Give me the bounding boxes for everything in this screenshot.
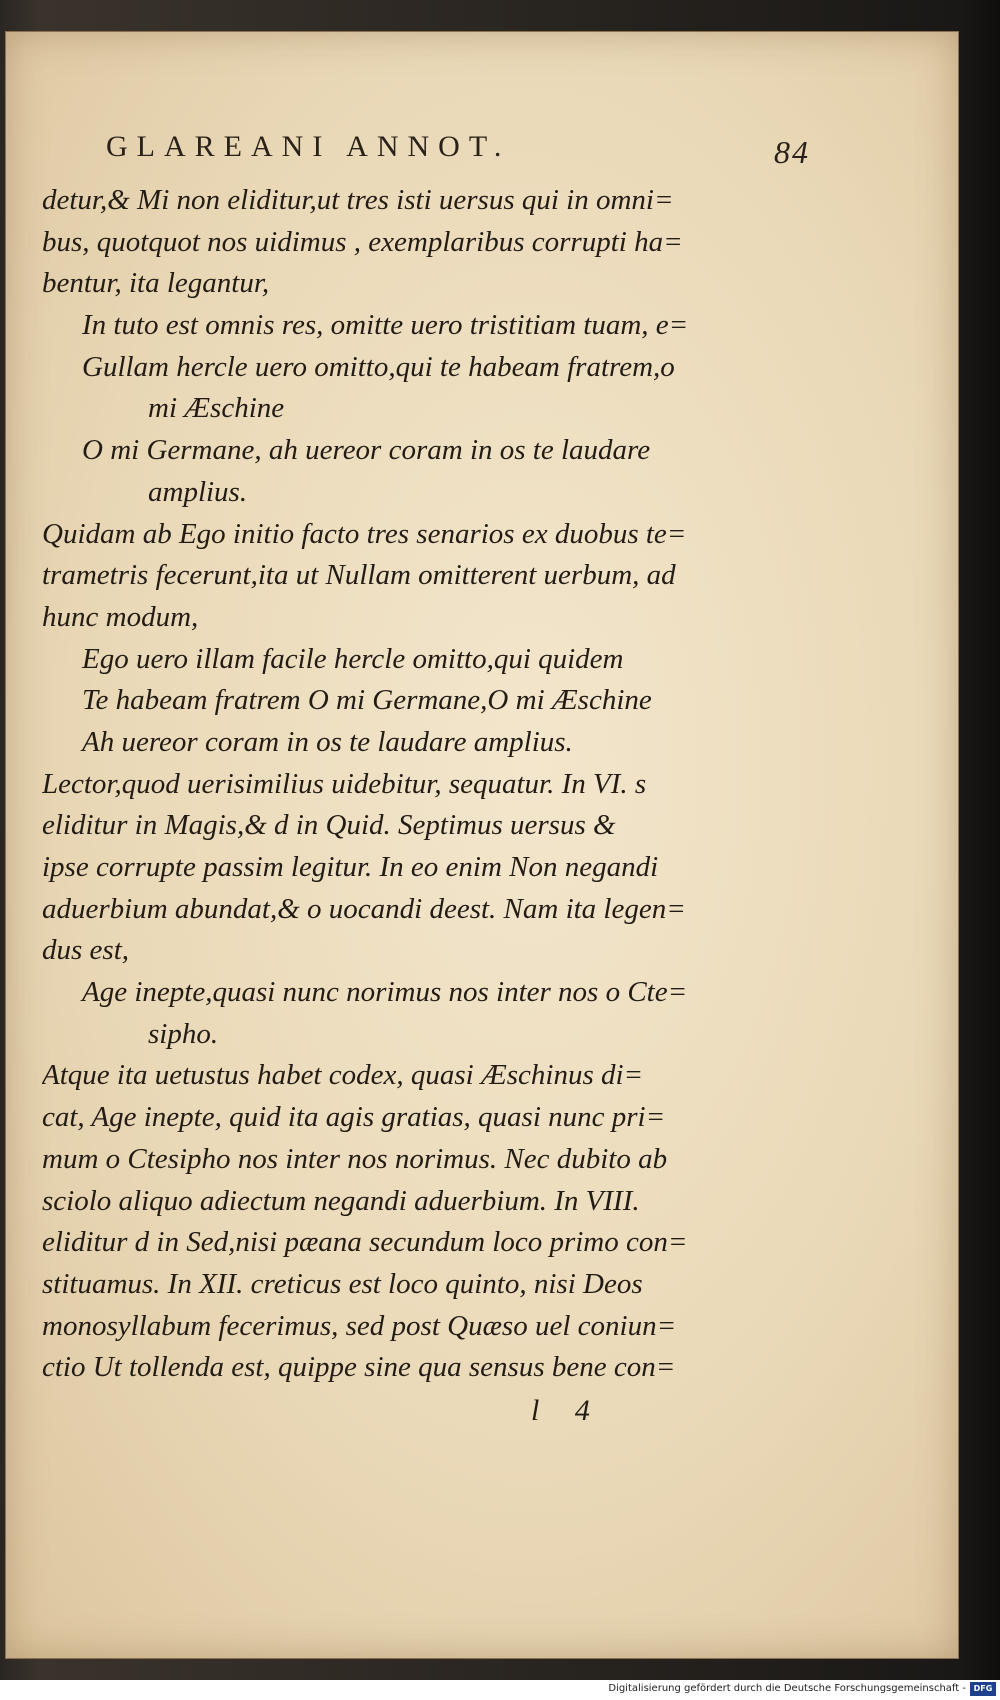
text-line: sciolo aliquo adiectum negandi aduerbium. In VIII. (42, 1184, 640, 1217)
book-page (6, 32, 958, 1658)
signature-mark: l 4 (531, 1394, 604, 1427)
text-line: hunc modum, (42, 600, 199, 633)
text-line: detur,& Mi non eliditur,ut tres isti uersus qui in omni= (42, 184, 674, 216)
text-line: Atque ita uetustus habet codex, quasi Æschinus di= (42, 1059, 644, 1092)
text-line: bentur, ita legantur, (42, 267, 270, 300)
text-line: Gullam hercle uero omitto,qui te habeam fratrem,o (82, 350, 675, 383)
funding-credit: Digitalisierung gefördert durch die Deutsche Forschungsgemeinschaft - (608, 1683, 966, 1694)
text-line: cat, Age inepte, quid ita agis gratias, quasi nunc pri= (42, 1101, 666, 1134)
text-line: Age inepte,quasi nunc norimus nos inter nos o Cte= (82, 976, 688, 1009)
running-head: GLAREANI ANNOT. (106, 130, 511, 163)
text-line: stituamus. In XII. creticus est loco quinto, nisi Deos (42, 1267, 643, 1300)
text-line: dus est, (42, 934, 129, 967)
text-line: Te habeam fratrem O mi Germane,O mi Æschine (82, 684, 652, 717)
text-line: Ego uero illam facile hercle omitto,qui quidem (82, 642, 624, 675)
text-line: eliditur d in Sed,nisi pæana secundum loco primo con= (42, 1226, 688, 1259)
text-line: mum o Ctesipho nos inter nos norimus. Nec dubito ab (42, 1142, 668, 1175)
text-line: aduerbium abundat,& o uocandi deest. Nam ita legen= (42, 892, 686, 925)
text-line: bus, quotquot nos uidimus , exemplaribus corrupti ha= (42, 225, 683, 258)
text-line: ipse corrupte passim legitur. In eo enim Non negandi (42, 851, 659, 883)
text-line: In tuto est omnis res, omitte uero tristitiam tuam, e= (82, 309, 689, 342)
page-header (106, 130, 866, 170)
text-line: Quidam ab Ego initio facto tres senarios ex duobus te= (42, 517, 687, 550)
body-text (42, 180, 752, 1389)
text-line: Ah uereor coram in os te laudare amplius. (82, 725, 573, 758)
dfg-logo: DFG (970, 1682, 996, 1696)
text-line: mi Æschine (148, 392, 285, 425)
text-line: amplius. (148, 475, 248, 508)
text-line: O mi Germane, ah uereor coram in os te laudare (82, 434, 651, 467)
text-line: trametris fecerunt,ita ut Nullam omitterent uerbum, ad (42, 559, 676, 592)
page-number: 84 (774, 134, 810, 170)
text-line: sipho. (148, 1017, 219, 1050)
text-line: eliditur in Magis,& d in Quid. Septimus uersus & (42, 809, 616, 842)
footer-bar (0, 1680, 1000, 1700)
text-line: ctio Ut tollenda est, quippe sine qua sensus bene con= (42, 1351, 676, 1384)
text-line: monosyllabum fecerimus, sed post Quæso uel coniun= (42, 1309, 677, 1342)
text-line: Lector,quod uerisimilius uidebitur, sequatur. In VI. s (42, 767, 647, 800)
